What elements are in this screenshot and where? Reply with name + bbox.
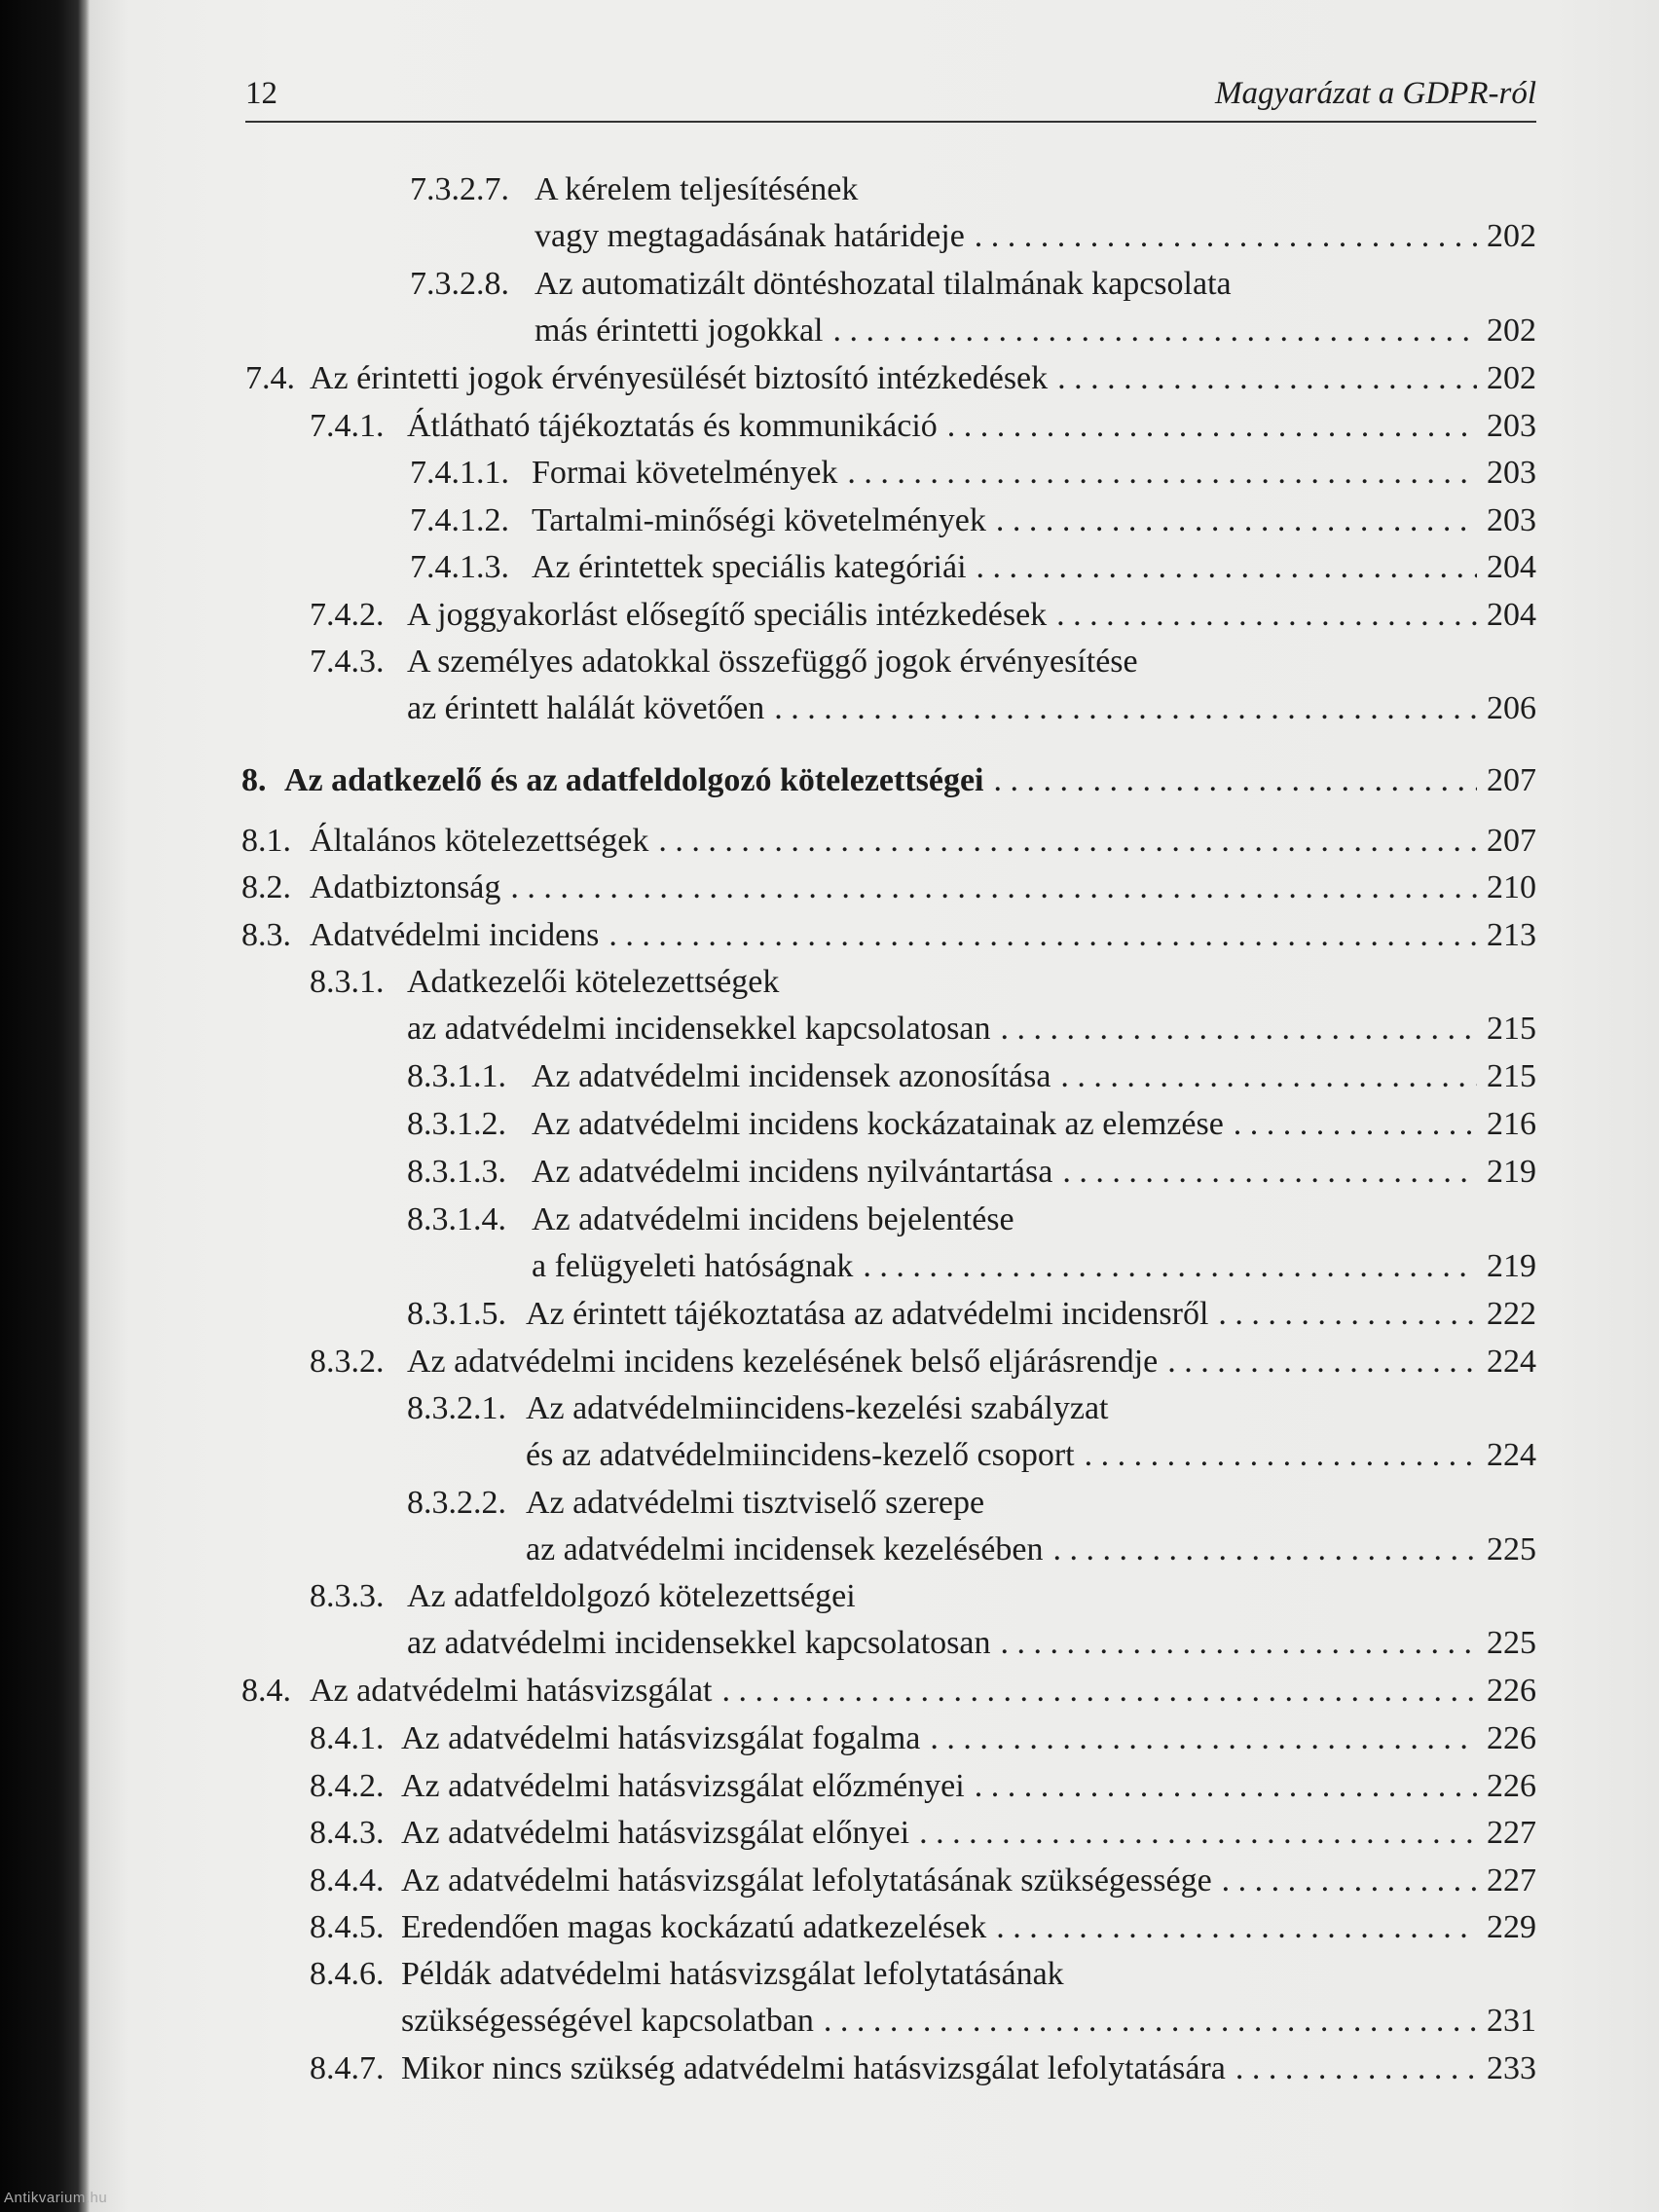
toc-entry-number: 7.4.1.1. [410,455,509,491]
toc-entry-page-number: 226 [1487,1768,1536,1804]
toc-entry-continuation [526,1529,1536,1571]
toc-entry-title: Adatvédelmi incidens [310,917,600,953]
toc-entry [407,1293,1536,1336]
running-title: Magyarázat a GDPR-ról [1215,76,1536,111]
toc-entry-number: 7.3.2.8. [410,266,509,302]
toc-entry-page-number: 227 [1487,1862,1536,1899]
toc-entry [410,263,1536,306]
toc-entry [241,914,1536,957]
dot-leader [975,215,1477,258]
toc-entry [310,1575,1536,1618]
toc-entry-page-number: 213 [1487,917,1536,953]
toc-entry-number: 8.1. [241,823,291,859]
toc-entry-title: Az adatkezelő és az adatfeldolgozó kötelezettségei [284,762,984,798]
toc-entry-number: 7.4.1.3. [410,549,509,585]
toc-entry-page-number: 233 [1487,2050,1536,2086]
toc-entry-page-number: 207 [1487,823,1536,859]
toc-entry-number: 8.3.1.3. [407,1154,506,1190]
toc-entry-number: 8.4.5. [310,1909,385,1945]
toc-entry-page-number: 225 [1487,1531,1536,1567]
toc-entry-title: Átlátható tájékoztatás és kommunikáció [407,408,938,444]
toc-entry-title: Az adatvédelmi hatásvizsgálat [310,1673,713,1709]
toc-entry-number: 8.4.4. [310,1862,385,1899]
dot-leader [1052,1529,1477,1571]
dot-leader [863,1245,1477,1288]
toc-entry-number: 7.4.1.2. [410,502,509,538]
toc-entry [310,594,1536,637]
toc-entry-title-continued: a felügyeleti hatóságnak [532,1248,854,1284]
toc-entry-title: Az adatvédelmi incidens bejelentése [532,1201,1014,1237]
toc-entry-title: Az adatvédelmi incidens kezelésének belső eljárásrendje [407,1344,1159,1380]
toc-entry [310,1765,1536,1808]
toc-entry [310,961,1536,1004]
toc-entry-title: Mikor nincs szükség adatvédelmi hatásvizsgálat lefolytatására [401,2050,1226,2086]
toc-entry [310,1953,1536,1996]
toc-entry [241,866,1536,909]
toc-entry-title-continued: az adatvédelmi incidensekkel kapcsolatosan [407,1011,991,1047]
toc-entry [407,1055,1536,1098]
toc-entry [310,1812,1536,1855]
toc-entry-title: Az adatvédelmi hatásvizsgálat előzményei [401,1768,965,1804]
toc-entry-number: 7.4.3. [310,644,385,680]
dot-leader [994,759,1478,802]
toc-entry-continuation [535,310,1536,352]
dot-leader [996,1906,1477,1949]
toc-entry-number: 8.3.3. [310,1578,385,1614]
toc-entry-number: 8.2. [241,869,291,905]
toc-entry-title: Az adatvédelmi incidens nyilvántartása [532,1154,1053,1190]
toc-entry-page-number: 226 [1487,1720,1536,1756]
toc-entry-continuation [401,2000,1536,2043]
page-number: 12 [245,76,277,111]
toc-entry [407,1151,1536,1194]
toc-entry-title: Általános kötelezettségek [310,823,649,859]
toc-entry-title-continued: az adatvédelmi incidensek kezelésében [526,1531,1044,1567]
toc-entry [241,1670,1536,1713]
toc-entry-title: Az adatvédelmi hatásvizsgálat előnyei [401,1815,910,1851]
toc-entry-title: A kérelem teljesítésének [535,171,859,207]
toc-entry-page-number: 204 [1487,597,1536,633]
toc-entry-number: 8.4.2. [310,1768,385,1804]
toc-entry-title: Adatbiztonság [310,869,501,905]
toc-entry-page-number: 222 [1487,1296,1536,1332]
toc-entry-number: 8.3.2.1. [407,1390,506,1426]
toc-entry-title-continued: szükségességével kapcsolatban [401,2003,814,2039]
toc-entry-title: Az érintetti jogok érvényesülését biztosító intézkedések [310,360,1049,396]
toc-entry [310,1906,1536,1949]
toc-entry [407,1198,1536,1241]
toc-entry [410,499,1536,542]
toc-entry-title: Az adatvédelmi incidensek azonosítása [532,1058,1051,1094]
dot-leader [1167,1341,1477,1383]
dot-leader [930,1717,1477,1760]
toc-entry [407,1482,1536,1525]
toc-entry-page-number: 210 [1487,869,1536,905]
watermark: Antikvarium.hu [4,2190,108,2206]
toc-entry-continuation [535,215,1536,258]
toc-entry-page-number: 224 [1487,1344,1536,1380]
toc-entry-title: Az adatfeldolgozó kötelezettségei [407,1578,856,1614]
toc-entry-page-number: 226 [1487,1673,1536,1709]
toc-entry-number: 8.4. [241,1673,291,1709]
toc-entry-number: 8.3.1. [310,964,385,1000]
toc-entry-title-continued: az érintett halálát követően [407,690,765,726]
toc-entry [245,357,1536,400]
toc-entry-title: Formai követelmények [532,455,838,491]
toc-entry [410,452,1536,495]
dot-leader [947,405,1477,448]
dot-leader [1060,1055,1477,1098]
toc-entry-number: 8.4.6. [310,1956,385,1992]
toc-entry-title: A joggyakorlást elősegítő speciális intézkedések [407,597,1048,633]
toc-entry-title: Az automatizált döntéshozatal tilalmának kapcsolata [535,266,1232,302]
toc-entry-page-number: 202 [1487,360,1536,396]
toc-entry-page-number: 203 [1487,455,1536,491]
toc-entry-title: Az adatvédelmi incidens kockázatainak az elemzése [532,1106,1224,1142]
dot-leader [774,687,1477,730]
toc-entry-page-number: 207 [1487,762,1536,798]
toc-entry-page-number: 215 [1487,1011,1536,1047]
toc-entry-continuation [407,1622,1536,1665]
toc-entry-title-continued: vagy megtagadásának határideje [535,218,965,254]
toc-entry-continuation [526,1434,1536,1477]
toc-entry-title: Az adatvédelmi hatásvizsgálat fogalma [401,1720,921,1756]
toc-entry-title: Az adatvédelmi hatásvizsgálat lefolytatásának szükségessége [401,1862,1212,1899]
toc-entry [310,1860,1536,1902]
toc-entry-page-number: 224 [1487,1437,1536,1473]
toc-entry [310,2047,1536,2090]
toc-entry-page-number: 202 [1487,313,1536,349]
dot-leader [1085,1434,1477,1477]
toc-entry-title: Az adatvédelmi tisztviselő szerepe [526,1485,985,1521]
toc-entry-number: 8.3.1.1. [407,1058,506,1094]
toc-entry-page-number: 204 [1487,549,1536,585]
toc-entry-number: 7.4.2. [310,597,385,633]
dot-leader [1234,1103,1477,1146]
toc-entry [410,168,1536,211]
toc-entry [410,546,1536,589]
dot-leader [824,2000,1477,2043]
dot-leader [510,866,1477,909]
toc-entry-title: Az érintett tájékoztatása az adatvédelmi incidensről [526,1296,1209,1332]
toc-entry-page-number: 215 [1487,1058,1536,1094]
toc-entry-title-continued: más érintetti jogokkal [535,313,824,349]
toc-entry-title: Tartalmi-minőségi követelmények [532,502,986,538]
toc-entry-number: 7.4. [245,360,295,396]
toc-entry-number: 7.4.1. [310,408,385,444]
dot-leader [847,452,1477,495]
toc-entry-number: 8.3.1.2. [407,1106,506,1142]
toc-entry-page-number: 203 [1487,408,1536,444]
toc-entry-number: 8.3.1.4. [407,1201,506,1237]
toc-entry [310,1341,1536,1383]
toc-entry [310,641,1536,683]
toc-entry-title-continued: és az adatvédelmiincidens-kezelő csoport [526,1437,1075,1473]
dot-leader [1057,357,1477,400]
dot-leader [1222,1860,1477,1902]
toc-entry-page-number: 225 [1487,1625,1536,1661]
toc-entry-page-number: 206 [1487,690,1536,726]
toc-entry [310,1717,1536,1760]
dot-leader [1056,594,1477,637]
toc-entry-title: Eredendően magas kockázatú adatkezelések [401,1909,987,1945]
toc-entry-page-number: 219 [1487,1248,1536,1284]
toc-entry-number: 8.3.1.5. [407,1296,506,1332]
dot-leader [919,1812,1477,1855]
toc-entry-title: Az érintettek speciális kategóriái [532,549,967,585]
toc-entry-number: 8.4.7. [310,2050,385,2086]
toc-entry-number: 8.4.1. [310,1720,385,1756]
toc-entry-title: Példák adatvédelmi hatásvizsgálat lefolytatásának [401,1956,1064,1992]
toc-entry-continuation [407,1008,1536,1051]
toc-entry-number: 8.3.2. [310,1344,385,1380]
dot-leader [975,1765,1477,1808]
toc-entry-title: Az adatvédelmiincidens-kezelési szabályzat [526,1390,1109,1426]
dot-leader [833,310,1478,352]
toc-entry-continuation [532,1245,1536,1288]
toc-entry [241,820,1536,863]
dot-leader [1062,1151,1477,1194]
dot-leader [1000,1008,1477,1051]
dot-leader [608,914,1477,957]
toc-entry-number: 7.3.2.7. [410,171,509,207]
dot-leader [977,546,1477,589]
toc-entry-number: 8.3.2.2. [407,1485,506,1521]
toc-entry-number: 8.3. [241,917,291,953]
toc-entry-title: Adatkezelői kötelezettségek [407,964,780,1000]
toc-entry-page-number: 229 [1487,1909,1536,1945]
toc-entry [407,1103,1536,1146]
toc-entry-page-number: 216 [1487,1106,1536,1142]
dot-leader [658,820,1477,863]
toc-entry-page-number: 231 [1487,2003,1536,2039]
toc-entry [241,759,1536,802]
toc-entry-number: 8.4.3. [310,1815,385,1851]
dot-leader [1000,1622,1477,1665]
dot-leader [1218,1293,1477,1336]
toc-entry-title: A személyes adatokkal összefüggő jogok érvényesítése [407,644,1138,680]
toc-entry-title-continued: az adatvédelmi incidensekkel kapcsolatosan [407,1625,991,1661]
toc-entry-page-number: 202 [1487,218,1536,254]
toc-entry-page-number: 219 [1487,1154,1536,1190]
dot-leader [996,499,1477,542]
toc-entry-page-number: 227 [1487,1815,1536,1851]
toc-entry-continuation [407,687,1536,730]
toc-entry-page-number: 203 [1487,502,1536,538]
toc-entry-number: 8. [241,762,267,798]
dot-leader [1235,2047,1477,2090]
dot-leader [722,1670,1478,1713]
toc-entry [407,1387,1536,1430]
toc-entry [310,405,1536,448]
